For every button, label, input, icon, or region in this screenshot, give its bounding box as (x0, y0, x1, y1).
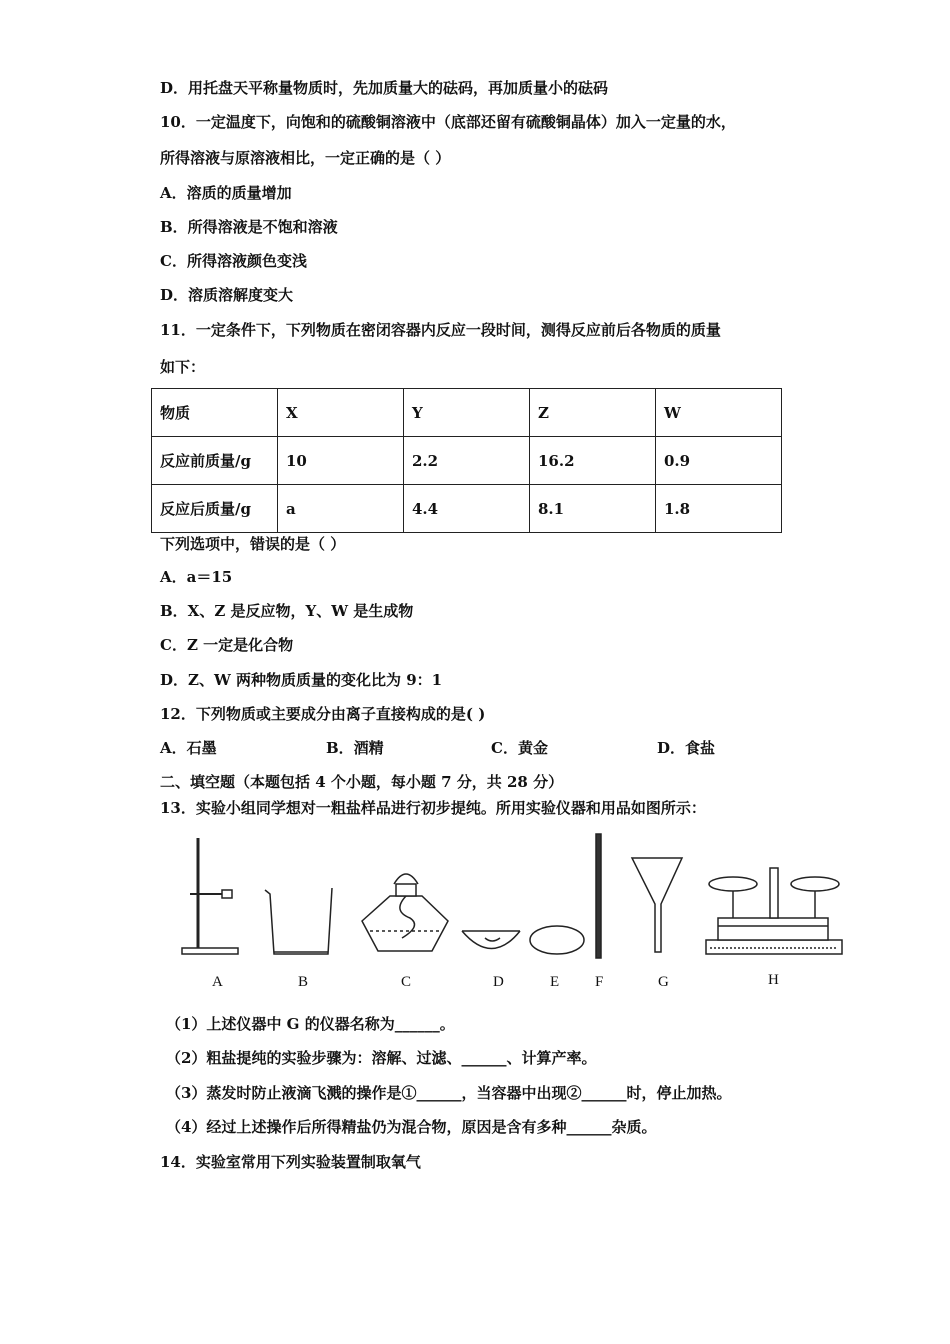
q12-option-c: C．黄金 (491, 739, 548, 757)
table-cell: 反应后质量/g (152, 485, 278, 533)
q11-option-a: A．a＝15 (160, 568, 233, 586)
table-cell: 10 (278, 437, 404, 485)
figure-label: C (401, 974, 412, 990)
alcohol-lamp-drawing (362, 874, 448, 951)
table-cell: 0.9 (656, 437, 782, 485)
figure-label: H (768, 972, 779, 988)
figure-label: G (658, 974, 669, 990)
q11-option-b: B．X、Z 是反应物，Y、W 是生成物 (160, 602, 414, 620)
table-cell: Y (404, 389, 530, 437)
figure-label: E (550, 974, 560, 990)
beaker-drawing (265, 888, 332, 954)
figure-label: A (212, 974, 223, 990)
table-cell: 1.8 (656, 485, 782, 533)
q14-stem: 14．实验室常用下列实验装置制取氧气 (160, 1153, 421, 1171)
table-cell: 16.2 (530, 437, 656, 485)
table-header-row (152, 389, 782, 437)
q13-part3: （3）蒸发时防止液滴飞溅的操作是①______，当容器中出现②______时，停止加热。 (166, 1084, 732, 1102)
mass-table (151, 388, 782, 533)
q12-option-d: D．食盐 (657, 739, 716, 757)
table-cell: 2.2 (404, 437, 530, 485)
table-cell: X (278, 389, 404, 437)
q10-option-b: B．所得溶液是不饱和溶液 (160, 218, 338, 236)
q10-option-c: C．所得溶液颜色变浅 (160, 252, 307, 270)
evaporating-dish-drawing (462, 931, 520, 949)
table-cell: W (656, 389, 782, 437)
table-row (152, 437, 782, 485)
q11-option-c: C．Z 一定是化合物 (160, 636, 294, 654)
iron-stand-drawing (182, 838, 238, 954)
apparatus-drawing (170, 826, 860, 996)
q13-stem: 13．实验小组同学想对一粗盐样品进行初步提纯。所用实验仪器和用品如图所示： (160, 799, 706, 817)
q13-part4: （4）经过上述操作后所得精盐仍为混合物，原因是含有多种______杂质。 (166, 1118, 657, 1136)
q9-option-d: D．用托盘天平称量物质时，先加质量大的砝码，再加质量小的砝码 (160, 79, 609, 97)
balance-drawing (706, 868, 842, 954)
figure-label: D (493, 974, 504, 990)
table-cell: 物质 (152, 389, 278, 437)
table-row (152, 485, 782, 533)
apparatus-figure (170, 826, 860, 996)
q11-stem-line1: 11．一定条件下，下列物质在密闭容器内反应一段时间，测得反应前后各物质的质量 (160, 321, 721, 339)
q10-stem-line1: 10．一定温度下，向饱和的硫酸铜溶液中（底部还留有硫酸铜晶体）加入一定量的水， (160, 113, 736, 131)
funnel-drawing (632, 858, 682, 952)
q10-stem-line2: 所得溶液与原溶液相比，一定正确的是（ ） (160, 149, 451, 167)
q13-part1: （1）上述仪器中 G 的仪器名称为______。 (166, 1015, 455, 1033)
table-cell: 8.1 (530, 485, 656, 533)
q12-stem: 12．下列物质或主要成分由离子直接构成的是( ) (160, 705, 486, 723)
figure-label: B (298, 974, 309, 990)
section-title: 二、填空题（本题包括 4 个小题，每小题 7 分，共 28 分） (160, 773, 564, 791)
filter-paper-drawing (530, 926, 584, 954)
q12-option-b: B．酒精 (326, 739, 384, 757)
q11-question: 下列选项中，错误的是（ ） (160, 535, 346, 553)
glass-rod-drawing (596, 834, 601, 958)
table-cell: 4.4 (404, 485, 530, 533)
q12-option-a: A．石墨 (160, 739, 217, 757)
table-cell: 反应前质量/g (152, 437, 278, 485)
q13-part2: （2）粗盐提纯的实验步骤为：溶解、过滤、______、计算产率。 (166, 1049, 597, 1067)
figure-label: F (595, 974, 604, 990)
table-cell: a (278, 485, 404, 533)
q11-stem-line2: 如下： (160, 358, 206, 376)
table-cell: Z (530, 389, 656, 437)
q10-option-d: D．溶质溶解度变大 (160, 286, 294, 304)
q10-option-a: A．溶质的质量增加 (160, 184, 292, 202)
q11-option-d: D．Z、W 两种物质质量的变化比为 9：1 (160, 671, 443, 689)
